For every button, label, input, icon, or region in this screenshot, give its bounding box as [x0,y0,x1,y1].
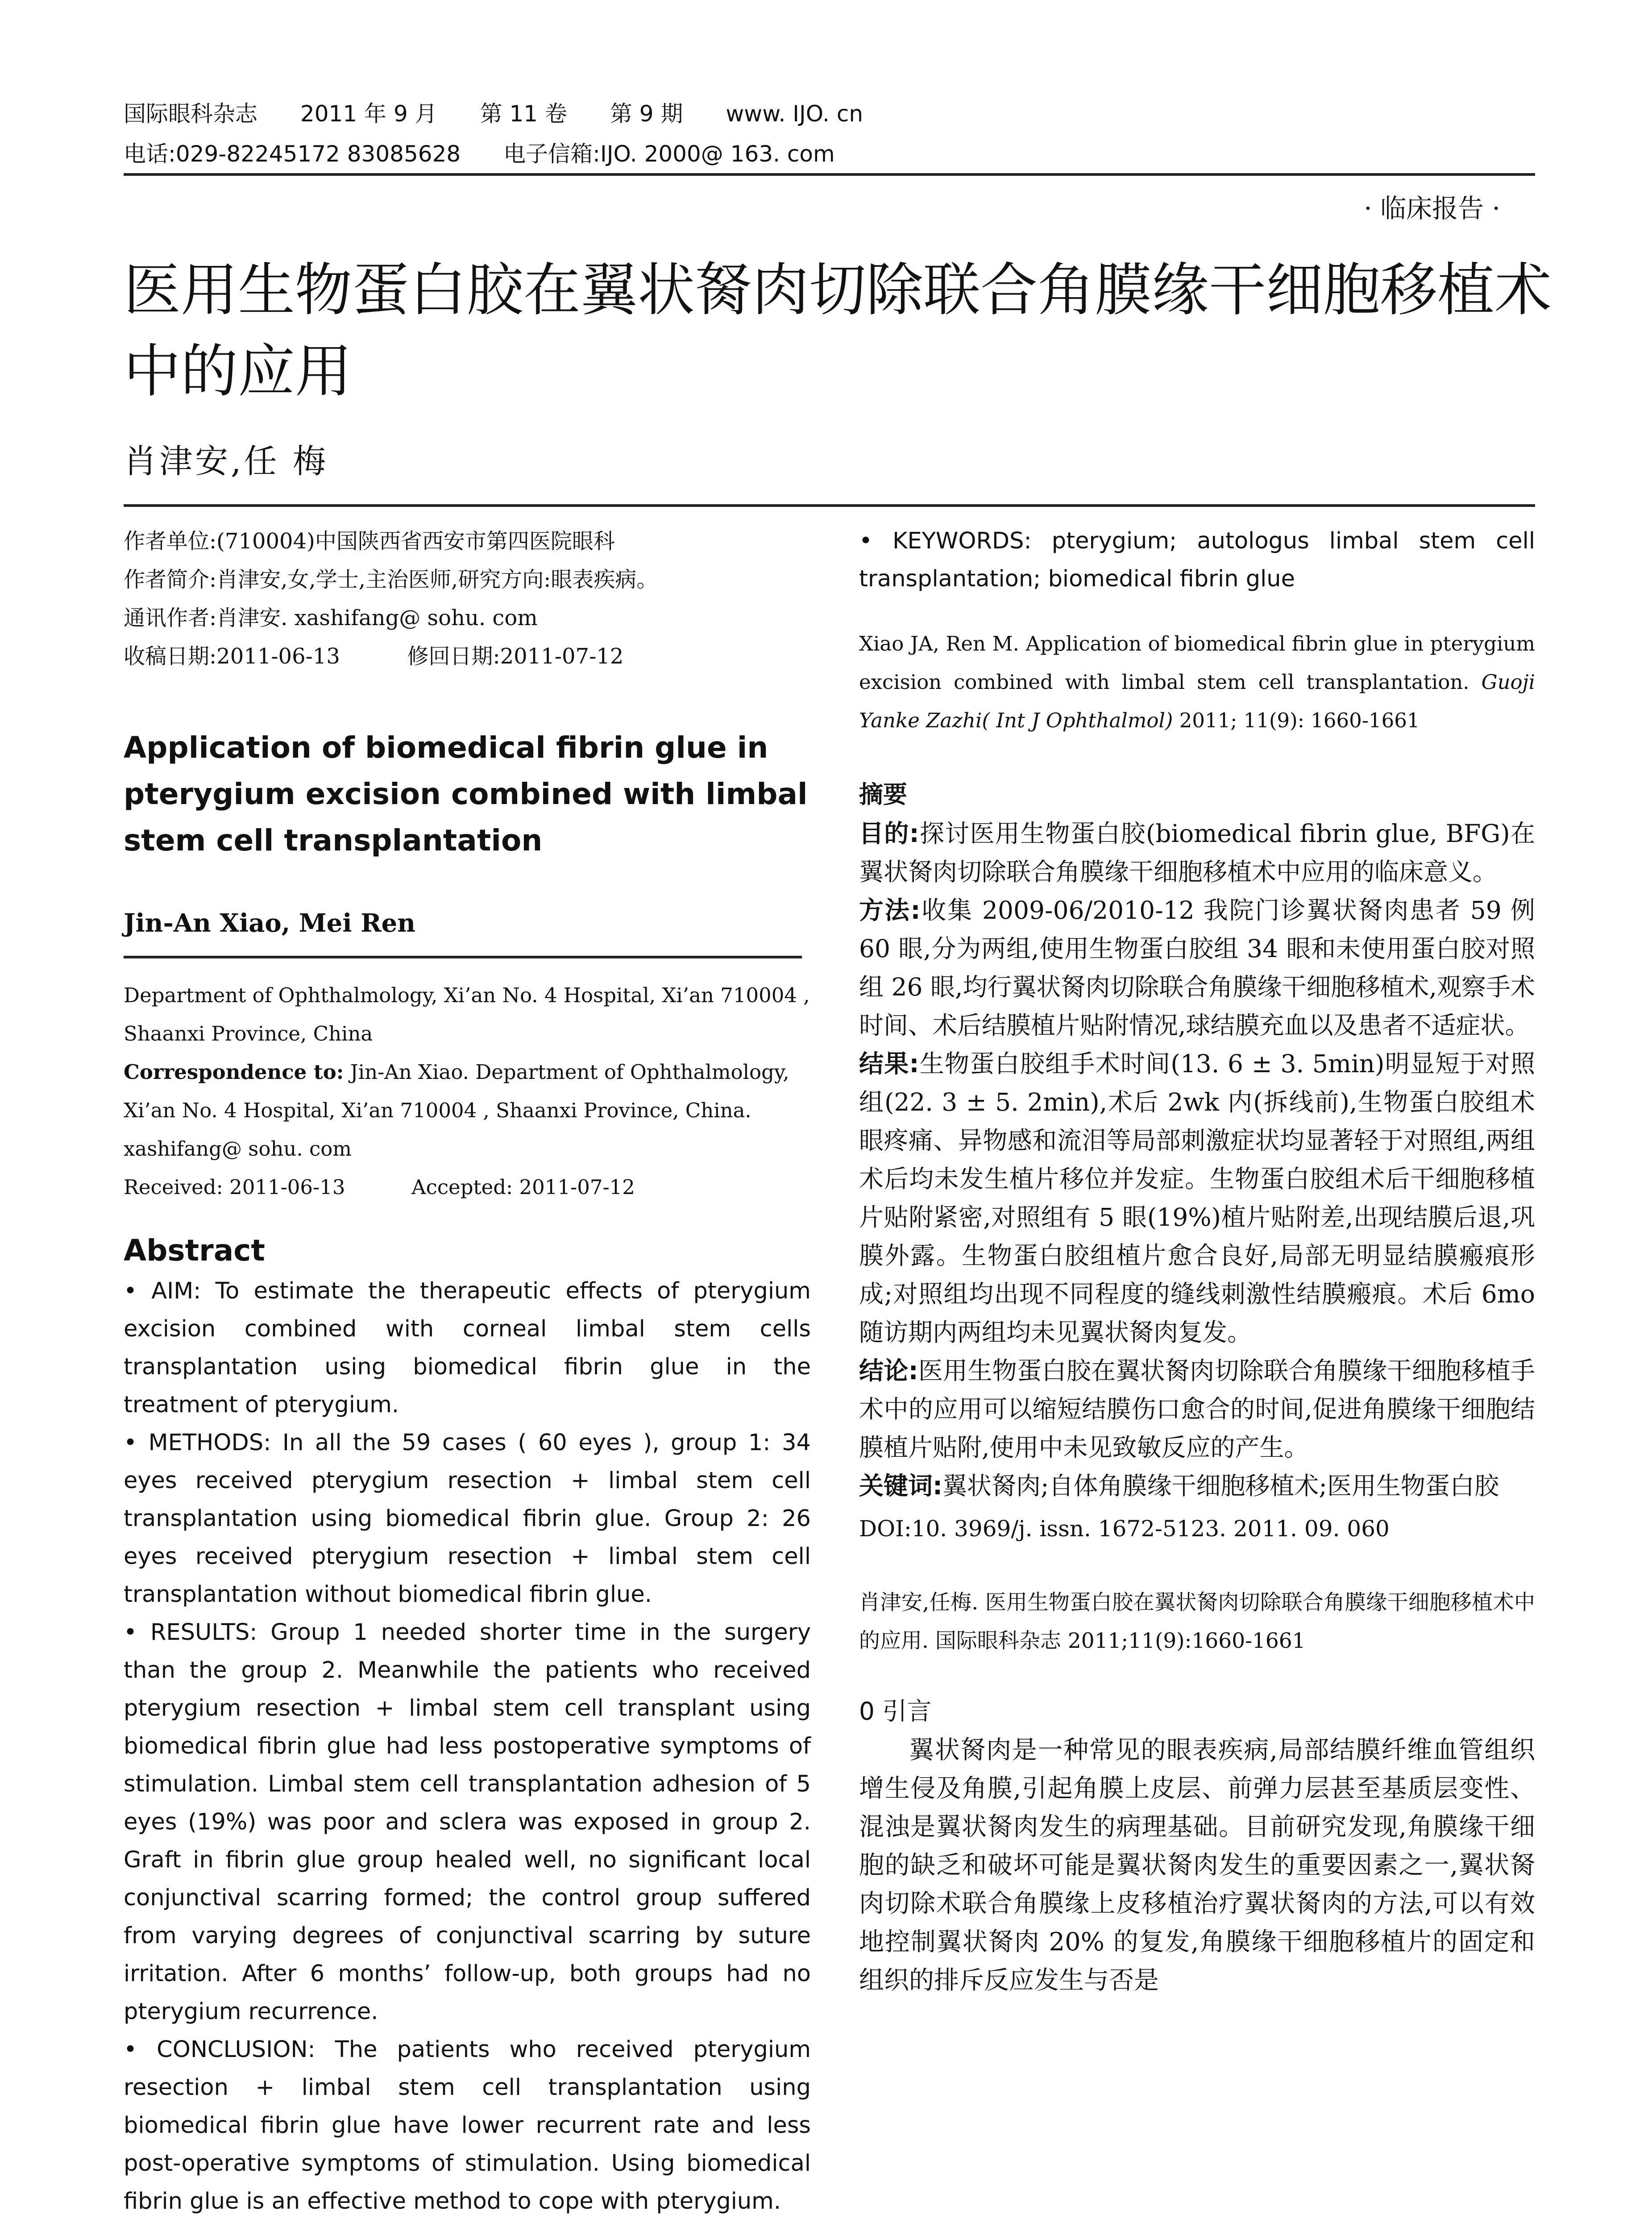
english-authors-rule [124,956,802,958]
citation-en [859,625,1535,740]
english-title: Application of biomedical fibrin glue in pterygium excision combined with limbal stem cell transplantation [124,730,808,858]
email[interactable]: 电子信箱:IJO. 2000@ 163. com [503,141,835,167]
zh-results-text: 生物蛋白胶组手术时间(13. 6 ± 3. 5min)明显短于对照组(22. 3 ± 5. 2min),术后 2wk 内(拆线前),生物蛋白胶组术眼疼痛、异物感和流泪等局部刺激症状均显著轻于对照组,两组术后均未发生植片移位并发症。生物蛋白胶组术后干细胞移植片贴附紧密,对照组有 5 眼(19%)植片贴附差,出现结膜后退,巩膜外露。生物蛋白胶组植片愈合良好,局部无明显结膜瘢痕形成;对照组均出现不同程度的缝线刺激性结膜瘢痕。术后 6mo 随访期内两组均未见翼状胬肉复发。 [859,1049,1535,1347]
title-rule [124,504,1535,507]
author-bio-zh: 作者简介:肖津安,女,学士,主治医师,研究方向:眼表疾病。 [124,567,658,592]
citation-zh: 肖津安,任梅. 医用生物蛋白胶在翼状胬肉切除联合角膜缘干细胞移植术中的应用. 国际眼科杂志 2011;11(9):1660-1661 [859,1590,1535,1653]
issue: 第 9 期 [610,101,683,127]
citation-en-text: Xiao JA, Ren M. Application of biomedical fibrin glue in pterygium excision combined with limbal stem cell transplantation. [859,632,1535,694]
issue-date: 2011 年 9 月 [300,101,437,127]
zh-abstract-heading: 摘要 [859,780,907,809]
zh-keywords-text: 翼状胬肉;自体角膜缘干细胞移植术;医用生物蛋白胶 [942,1472,1499,1500]
affiliation-zh: 作者单位:(710004)中国陕西省西安市第四医院眼科 [124,529,615,554]
doi[interactable]: DOI:10. 3969/j. issn. 1672-5123. 2011. 09. 060 [859,1516,1390,1542]
abstract-keywords: • KEYWORDS: pterygium; autologus limbal stem cell transplantation; biomedical fibrin glue [859,528,1535,592]
zh-conclusion [859,1352,1535,1467]
received-en: Received: 2011-06-13 [124,1175,345,1199]
zh-aim-label: 目的: [859,819,919,848]
department-en: Department of Ophthalmology, Xi’an No. 4 Hospital, Xi’an 710004 , Shaanxi Province, China [124,983,810,1045]
journal-header [124,94,899,174]
citation-en-ref: 2011; 11(9): 1660-1661 [1179,709,1420,732]
article-title: 医用生物蛋白胶在翼状胬肉切除联合角膜缘干细胞移植术中的应用 [124,257,1552,405]
zh-methods-label: 方法: [859,896,921,925]
zh-conclusion-label: 结论: [859,1356,918,1385]
dates-en [124,1168,811,1207]
intro-body: 翼状胬肉是一种常见的眼表疾病,局部结膜纤维血管组织增生侵及角膜,引起角膜上皮层、前弹力层甚至基质层变性、混浊是翼状胬肉发生的病理基础。目前研究发现,角膜缘干细胞的缺乏和破坏可能是翼状胬肉发生的重要因素之一,翼状胬肉切除术联合角膜缘上皮移植治疗翼状胬肉的方法,可以有效地控制翼状胬肉 20% 的复发,角膜缘干细胞移植片的固定和组织的排斥反应发生与否是 [859,1736,1535,1995]
authors-zh: 肖津安,任 梅 [124,442,329,481]
abstract-methods: • METHODS: In all the 59 cases ( 60 eyes ), group 1: 34 eyes received pterygium resection + limbal stem cell transplantation using biomedical fibrin glue. Group 2: 26 eyes received pterygium resection + limbal stem cell transplantation without biomedical fibrin glue. [124,1430,811,1608]
zh-keywords [859,1467,1535,1505]
zh-keywords-label: 关键词: [859,1472,942,1500]
section-label: · 临床报告 · [1364,193,1500,224]
right-column [859,522,1535,2000]
left-column [124,522,811,2220]
author-info-zh [124,522,811,676]
dates-zh [124,637,811,676]
english-affiliation [124,976,811,1207]
website-link[interactable]: www. IJO. cn [726,101,863,127]
header-row-1 [124,94,899,134]
volume: 第 11 卷 [480,101,567,127]
english-authors: Jin-An Xiao, Mei Ren [124,908,416,938]
intro-heading: 0 引言 [859,1697,932,1725]
zh-methods-text: 收集 2009-06/2010-12 我院门诊翼状胬肉患者 59 例 60 眼,分为两组,使用生物蛋白胶组 34 眼和未使用蛋白胶对照组 26 眼,均行翼状胬肉切除联合角膜缘干细胞移植术,观察手术时间、术后结膜植片贴附情况,球结膜充血以及患者不适症状。 [859,896,1536,1040]
citation-en-journal: Guoji Yanke Zazhi( Int J Ophthalmol) [859,670,1535,732]
abstract-aim: • AIM: To estimate the therapeutic effects of pterygium excision combined with corneal limbal stem cells transplantation using biomedical fibrin glue in the treatment of pterygium. [124,1278,811,1418]
received-zh: 收稿日期:2011-06-13 [124,644,340,669]
abstract-results: • RESULTS: Group 1 needed shorter time in the surgery than the group 2. Meanwhile the patients who received pterygium resection + limbal stem cell transplant using biomedical fibrin glue had less postoperative symptoms of stimulation. Limbal stem cell transplantation adhesion of 5 eyes (19%) was poor and sclera was exposed in group 2. Graft in fibrin glue group healed well, no significant local conjunctival scarring formed; the control group suffered from varying degrees of conjunctival scarring by suture irritation. After 6 months’ follow-up, both groups had no pterygium recurrence. [124,1619,811,2025]
abstract-conclusion: • CONCLUSION: The patients who received pterygium resection + limbal stem cell transplantation using biomedical fibrin glue have lower recurrent rate and less post-operative symptoms of stimulation. Using biomedical fibrin glue is an effective method to cope with pterygium. [124,2036,811,2214]
correspondence-text-en: Jin-An Xiao. Department of Ophthalmology, Xi’an No. 4 Hospital, Xi’an 710004 , Shaanxi Province, China. xashifang@ sohu. com [124,1060,789,1161]
header-row-2 [124,134,899,174]
accepted-en: Accepted: 2011-07-12 [411,1175,635,1199]
abstract-heading: Abstract [124,1233,265,1268]
revised-zh: 修回日期:2011-07-12 [407,644,624,669]
zh-aim [859,814,1535,891]
zh-conclusion-text: 医用生物蛋白胶在翼状胬肉切除联合角膜缘干细胞移植手术中的应用可以缩短结膜伤口愈合的时间,促进角膜缘干细胞结膜植片贴附,使用中未见致敏反应的产生。 [859,1356,1535,1462]
correspondence-zh: 通讯作者:肖津安. xashifang@ sohu. com [124,605,538,630]
zh-methods [859,891,1535,1045]
phone: 电话:029-82245172 83085628 [124,141,461,167]
correspondence-en [124,1053,811,1168]
zh-aim-text: 探讨医用生物蛋白胶(biomedical fibrin glue, BFG)在翼状胬肉切除联合角膜缘干细胞移植术中应用的临床意义。 [859,819,1536,886]
zh-results-label: 结果: [859,1049,919,1078]
zh-results [859,1045,1535,1352]
header-rule [124,173,1535,176]
correspondence-label-en: Correspondence to: [124,1060,344,1084]
journal-name: 国际眼科杂志 [124,101,257,127]
